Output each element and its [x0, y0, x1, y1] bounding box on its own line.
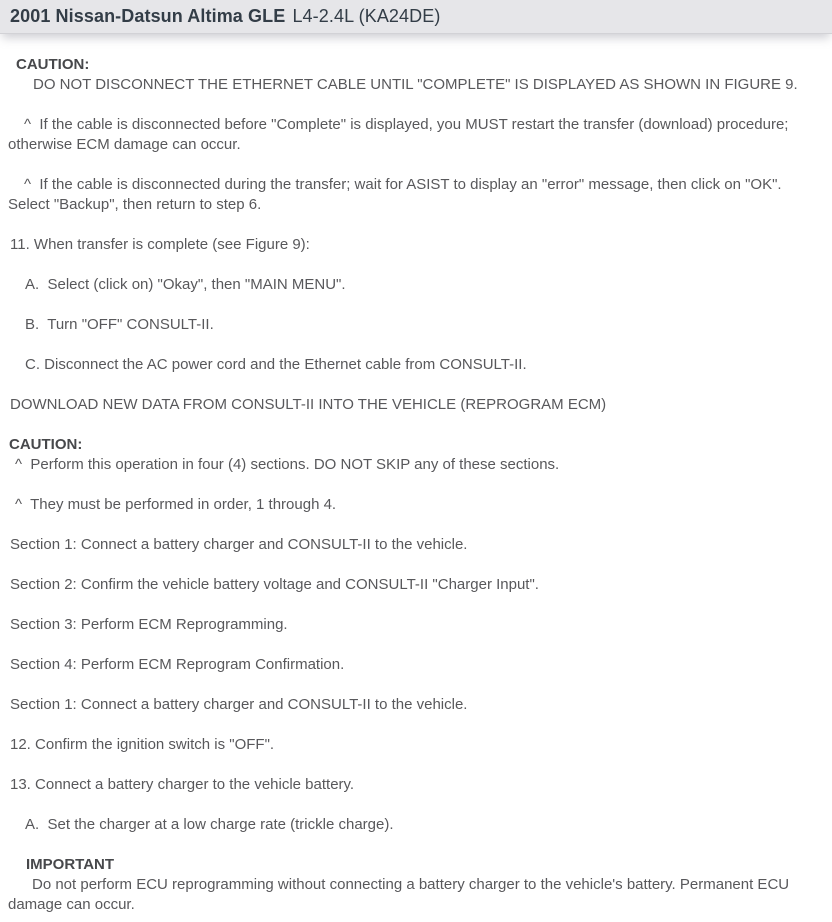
important-text: Do not perform ECU reprogramming without connecting a battery charger to the vehicle's battery. Permanent ECU damage can occur.	[8, 876, 794, 913]
step-item: Section 4: Perform ECM Reprogram Confirmation.	[10, 656, 345, 673]
vehicle-title: 2001 Nissan-Datsun Altima GLE	[10, 6, 286, 26]
note-item: ^ Perform this operation in four (4) sections. DO NOT SKIP any of these sections.	[15, 456, 560, 473]
step-item: 13. Connect a battery charger to the vehicle battery.	[10, 776, 355, 793]
page-title	[10, 0, 440, 33]
important-label: IMPORTANT	[26, 856, 115, 873]
note-item: ^ If the cable is disconnected during the transfer; wait for ASIST to display an "error" message, then click on "OK". Select "Backup", then return to step 6.	[8, 176, 786, 213]
note-item: ^ They must be performed in order, 1 through 4.	[15, 496, 337, 513]
section-heading: DOWNLOAD NEW DATA FROM CONSULT-II INTO THE VEHICLE (REPROGRAM ECM)	[10, 396, 607, 413]
step-item: Section 1: Connect a battery charger and CONSULT-II to the vehicle.	[10, 536, 468, 553]
step-item: Section 1: Connect a battery charger and CONSULT-II to the vehicle.	[10, 696, 468, 713]
document-body	[0, 34, 832, 915]
step-item: 11. When transfer is complete (see Figure 9):	[10, 236, 310, 253]
caution-label: CAUTION:	[16, 56, 90, 73]
step-item: Section 2: Confirm the vehicle battery voltage and CONSULT-II "Charger Input".	[10, 576, 539, 593]
substep-item: A. Select (click on) "Okay", then "MAIN MENU".	[25, 276, 346, 293]
caution-label: CAUTION:	[9, 436, 83, 453]
substep-item: C. Disconnect the AC power cord and the Ethernet cable from CONSULT-II.	[25, 356, 527, 373]
substep-item: B. Turn "OFF" CONSULT-II.	[25, 316, 214, 333]
caution-text: DO NOT DISCONNECT THE ETHERNET CABLE UNTIL "COMPLETE" IS DISPLAYED AS SHOWN IN FIGURE 9.	[33, 76, 798, 93]
engine-subtitle: L4-2.4L (KA24DE)	[292, 6, 441, 26]
note-item: ^ If the cable is disconnected before "Complete" is displayed, you MUST restart the transfer (download) procedure; otherwise ECM damage can occur.	[8, 116, 793, 153]
step-item: 12. Confirm the ignition switch is "OFF".	[10, 736, 275, 753]
step-item: Section 3: Perform ECM Reprogramming.	[10, 616, 288, 633]
title-bar	[0, 0, 832, 34]
substep-item: A. Set the charger at a low charge rate (trickle charge).	[25, 816, 394, 833]
